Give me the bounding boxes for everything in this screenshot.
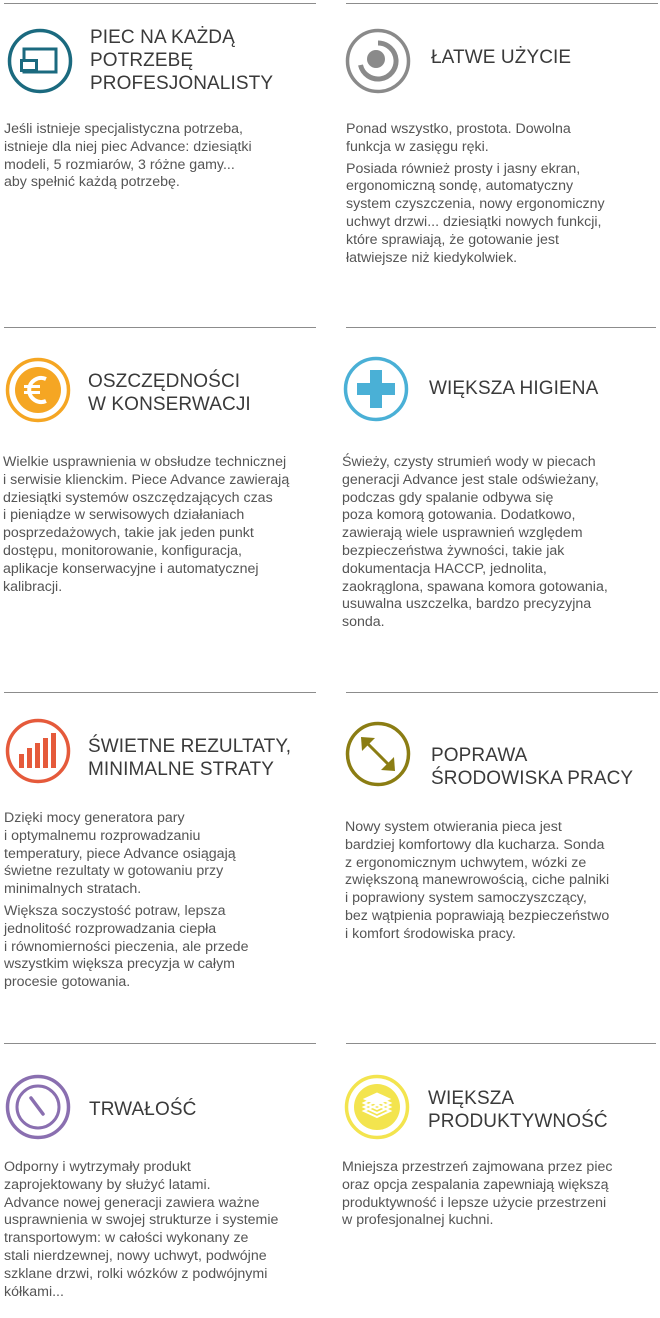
feature-title: OSZCZĘDNOŚCI W KONSERWACJI — [88, 371, 251, 415]
feature-title: POPRAWA ŚRODOWISKA PRACY — [431, 745, 634, 789]
feature-description: Świeży, czysty strumień wody w piecach generacji Advance jest stale odświeżany, podczas gdy spalanie odbywa się poza komorą gotowania. Dodatkowo, zawierają wiele usprawnień względem bezpieczeństwa żywności, takie jak dokumentacja HACCP, jednolita, zaokrąglona, spawana komora gotowania, usuwalna uszczelka, bardzo precyzyjna sonda. — [342, 454, 608, 631]
divider-row-4-left — [4, 1043, 316, 1044]
layers-icon — [344, 1074, 410, 1140]
euro-icon — [5, 357, 71, 423]
oven-screen-icon — [7, 28, 73, 94]
feature-description: Wielkie usprawnienia w obsłudze technicznej i serwisie klienckim. Piece Advance zawierają dziesiątki systemów oszczędzających czas i pieniądze w serwisowych działaniach posprzedażowych, takie jak jeden punkt dostępu, monitorowanie, konfiguracja, aplikacje konserwacyjne i automatycznej kalibracji. — [3, 454, 290, 595]
plus-icon — [343, 356, 409, 422]
feature-description: Dzięki mocy generatora pary i optymalnemu rozprowadzaniu temperatury, piece Advance osiągają świetne rezultaty w gotowaniu przy minimalnych stratach. Większa soczystość potraw, lepsza jednolitość rozprowadzania ciepła i równomierności pieczenia, ale przede wszystkim większa precyzja w całym procesie gotowania. — [4, 810, 249, 991]
expand-arrows-icon — [345, 721, 411, 787]
dial-icon — [345, 28, 411, 94]
divider-row-3-left — [4, 692, 316, 693]
feature-title: ŚWIETNE REZULTATY, MINIMALNE STRATY — [88, 736, 292, 780]
feature-description: Ponad wszystko, prostota. Dowolna funkcja w zasięgu ręki. Posiada również prosty i jasny ekran, ergonomiczną sondę, automatyczny system czyszczenia, nowy ergonomiczny uchwyt drzwi... dziesiątki nowych funkcji, które sprawiają, że gotowanie jest łatwiejsze niż kiedykolwiek. — [346, 121, 605, 266]
divider-row-2-right — [346, 327, 656, 328]
bar-chart-icon — [5, 718, 71, 784]
divider-row-1-right — [346, 3, 658, 4]
feature-title: WIĘKSZA PRODUKTYWNOŚĆ — [428, 1088, 608, 1132]
feature-title: WIĘKSZA HIGIENA — [429, 378, 599, 399]
feature-description: Mniejsza przestrzeń zajmowana przez piec oraz opcja zespalania zapewniają większą produktywność i lepsze użycie przestrzeni w profesjonalnej kuchni. — [342, 1159, 613, 1229]
divider-row-4-right — [346, 1043, 656, 1044]
feature-title: TRWAŁOŚĆ — [89, 1099, 197, 1120]
gauge-icon — [5, 1074, 71, 1140]
feature-title: PIEC NA KAŻDĄ POTRZEBĘ PROFESJONALISTY — [90, 27, 274, 94]
feature-description: Nowy system otwierania pieca jest bardziej komfortowy dla kucharza. Sonda z ergonomicznym uchwytem, wózki ze zwiększoną manewrowością, ciche palniki i poprawiony system samoczyszczący, bez wątpienia poprawiają bezpieczeństwo i komfort środowiska pracy. — [345, 819, 610, 942]
feature-title: ŁATWE UŻYCIE — [431, 47, 572, 68]
divider-row-3-right — [346, 692, 658, 693]
divider-row-2-left — [4, 327, 316, 328]
divider-row-1-left — [4, 3, 316, 4]
feature-description: Odporny i wytrzymały produkt zaprojektowany by służyć latami. Advance nowej generacji zawiera ważne usprawnienia w swojej strukturze i systemie transportowym: w całości wykonany ze stali nierdzewnej, nowy uchwyt, podwójne szklane drzwi, rolki wózków z podwójnymi kółkami... — [4, 1159, 279, 1300]
feature-description: Jeśli istnieje specjalistyczna potrzeba, istnieje dla niej piec Advance: dziesiątki modeli, 5 rozmiarów, 3 różne gamy... aby spełnić każdą potrzebę. — [4, 121, 252, 191]
